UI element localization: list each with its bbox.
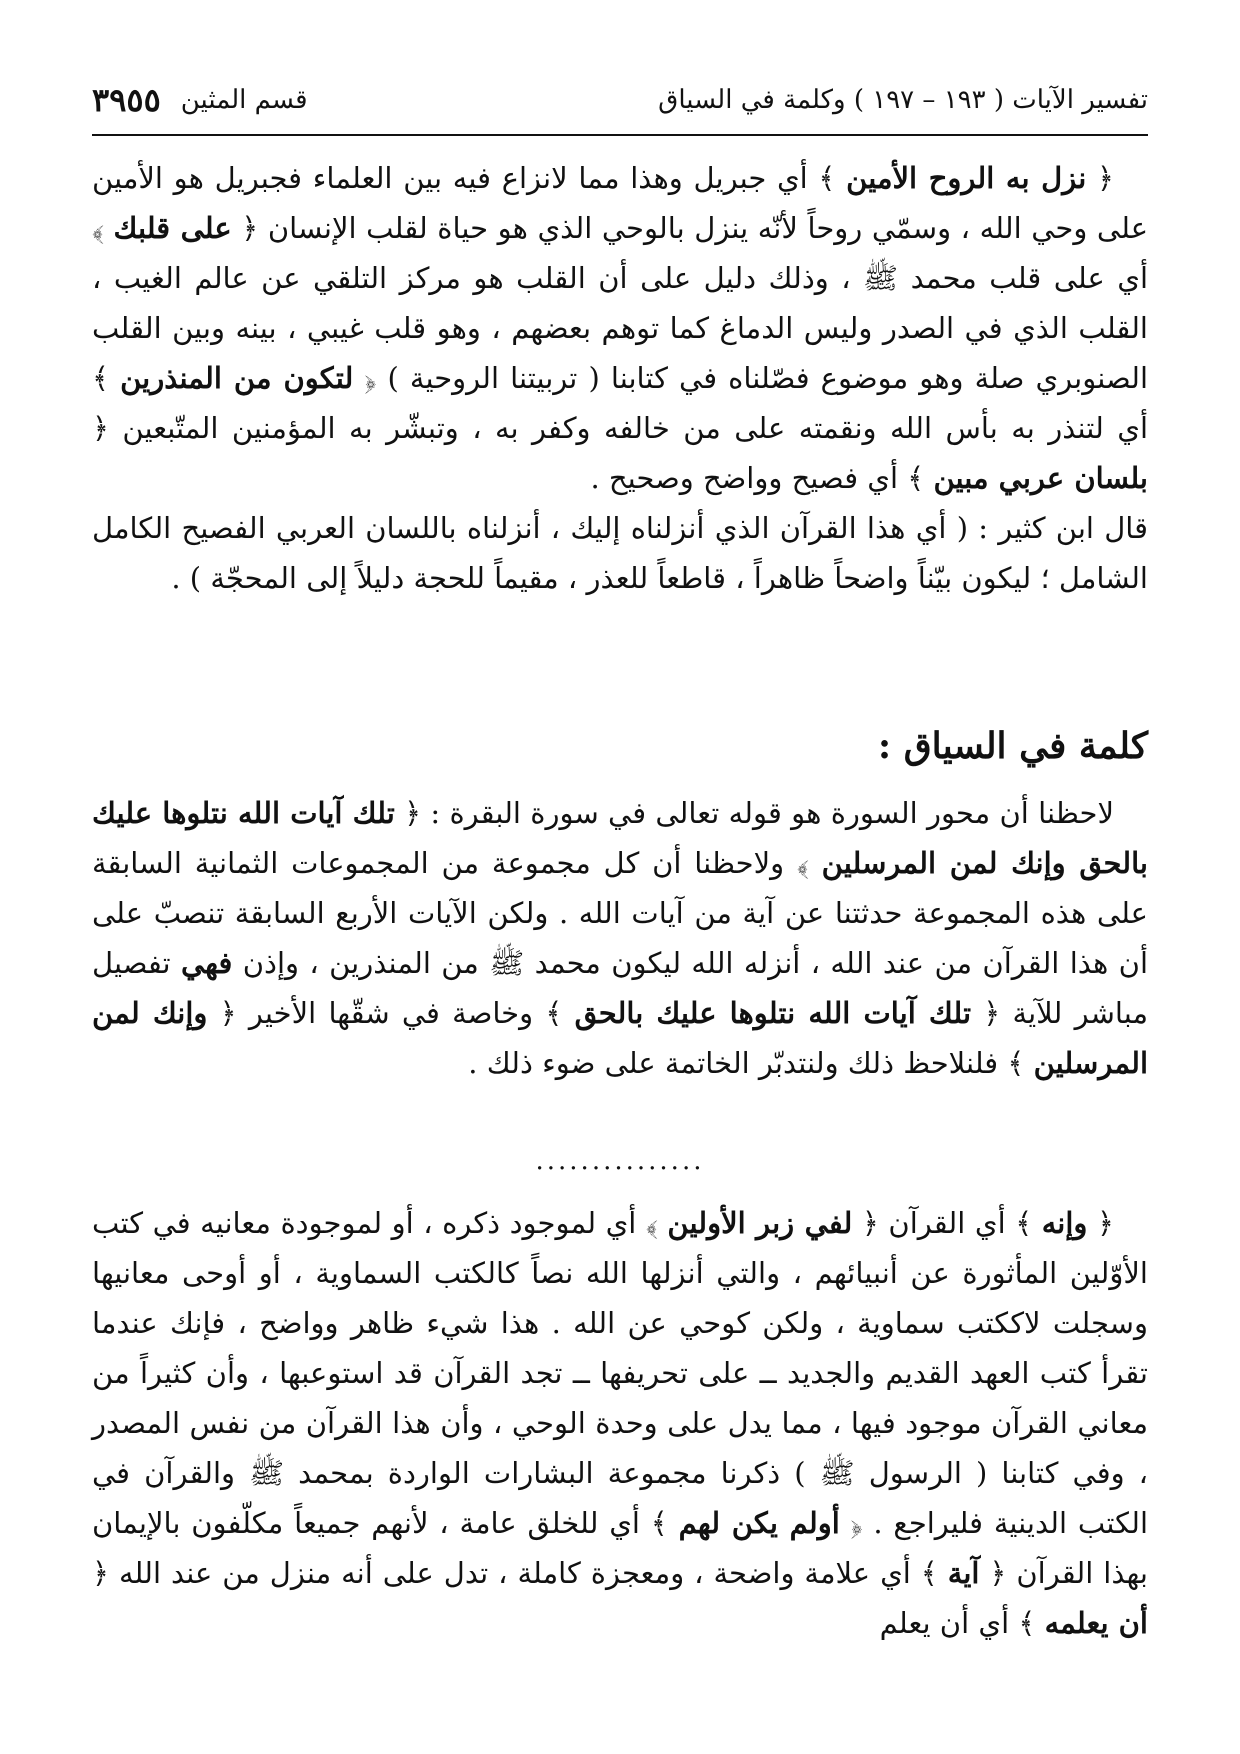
- ibn-kathir-quote-paragraph: قال ابن كثير : ( أي هذا القرآن الذي أنزلناه إليك ، أنزلناه باللسان العربي الفصيح الكامل الشامل ؛ ليكون بيّناً واضحاً ظاهراً ، قاطعاً للعذر ، مقيماً للحجة دليلاً إلى المحجّة ) .: [92, 511, 1148, 595]
- text-run: ﴾ أي أن يعلم: [879, 1606, 1045, 1640]
- header-title: تفسير الآيات ( ١٩٣ – ١٩٧ ) وكلمة في السياق: [658, 85, 1148, 115]
- commentary-section-2: [92, 1198, 1148, 1648]
- text-run: ﴾ أي للخلق عامة ، لأنهم جميعاً مكلّفون بالإيمان بهذا القرآن ﴿: [92, 1506, 1148, 1590]
- text-run: ﴿: [1086, 161, 1114, 195]
- context-section: [92, 788, 1148, 1088]
- verse-quote: وإنك لمن المرسلين: [92, 996, 1148, 1080]
- running-header: [92, 78, 1148, 122]
- text-run: ﴾ أي لتنذر به بأس الله ونقمته على من خالفه وكفر به ، وتبشّر به المؤمنين المتّبعين ﴿: [92, 361, 1148, 445]
- text-run: ﴾ فلنلاحظ ذلك ولنتدبّر الخاتمة على ضوء ذلك .: [468, 1046, 1034, 1080]
- verse-quote: على قلبك: [113, 211, 232, 245]
- commentary-paragraph: [92, 1198, 1148, 1648]
- text-run: ﴾ أي علامة واضحة ، ومعجزة كاملة ، تدل على أنه منزل من عند الله ﴿: [92, 1556, 948, 1590]
- text-run: ﴾ ولاحظنا أن كل مجموعة من المجموعات الثمانية السابقة على هذه المجموعة حدثتنا عن آية من آيات الله . ولكن الآيات الأربع السابقة تنصبّ على أن هذا القرآن من عند الله ، أنزله الله ليكون محمد ﷺ من المنذرين ، وإذن: [92, 846, 1148, 980]
- verse-quote: آية: [947, 1556, 980, 1590]
- text-run: لاحظنا أن محور السورة هو قوله تعالى في سورة البقرة : ﴿: [394, 796, 1114, 830]
- text-run: ﴾ أي القرآن ﴿: [852, 1206, 1042, 1240]
- verse-quote: تلك آيات الله نتلوها عليك بالحق: [574, 996, 972, 1030]
- verse-quote: بلسان عربي مبين: [933, 461, 1148, 495]
- text-run: تفصيل مباشر للآية ﴿: [92, 946, 1148, 1030]
- text-run: ﴾ أي لموجود ذكره ، أو لموجودة معانيه في كتب الأوّلين المأثورة عن أنبيائهم ، والتي أنزلها الله نصاً كالكتب السماوية ، أو أوحى معانيها وسجلت لاككتب سماوية ، ولكن كوحي عن الله . هذا شيء ظاهر وواضح ، فإنك عندما تقرأ كتب العهد القديم والجديد ــ على تحريفها ــ تجد القرآن قد استوعبها ، وأن كثيراً من معاني القرآن موجود فيها ، مما يدل على وحدة الوحي ، وأن هذا القرآن من نفس المصدر ، وفي كتابنا ( الرسول ﷺ ) ذكرنا مجموعة البشارات الواردة بمحمد ﷺ والقرآن في الكتب الدينية فليراجع . ﴿: [92, 1206, 1149, 1540]
- section-heading: كلمة في السياق :: [877, 725, 1148, 767]
- header-section-name: قسم المثين: [180, 85, 308, 115]
- commentary-section-1: [92, 153, 1148, 603]
- verse-quote: وإنه: [1041, 1206, 1088, 1240]
- verse-quote: لتكون من المنذرين: [120, 361, 354, 395]
- emphasis-word: فهي: [180, 946, 233, 980]
- verse-quote: لفي زبر الأولين: [667, 1206, 853, 1240]
- text-run: ﴾ أي على قلب محمد ﷺ ، وذلك دليل على أن القلب هو مركز التلقي عن عالم الغيب ، القلب الذي في الصدر وليس الدماغ كما توهم بعضهم ، وهو قلب غيبي ، بينه وبين القلب الصنوبري صلة وهو موضوع فصّلناه في كتابنا ( تربيتنا الروحية ) ﴿: [92, 211, 1149, 395]
- text-run: ﴾ أي فصيح وواضح وصحيح .: [590, 461, 934, 495]
- header-meta: [92, 81, 308, 119]
- text-run: ﴾ أي جبريل وهذا مما لانزاع فيه بين العلماء فجبريل هو الأمين على وحي الله ، وسمّي روحاً لأنّه ينزل بالوحي الذي هو حياة لقلب الإنسان ﴿: [92, 161, 1149, 245]
- verse-quote: تلك آيات الله نتلوها عليك بالحق وإنك لمن المرسلين: [92, 796, 1149, 880]
- commentary-paragraph: [92, 153, 1148, 503]
- verse-quote: أولم يكن لهم: [678, 1506, 840, 1540]
- verse-quote: نزل به الروح الأمين: [846, 161, 1087, 195]
- text-run: ﴾ وخاصة في شقّها الأخير ﴿: [207, 996, 575, 1030]
- context-paragraph: [92, 788, 1148, 1088]
- verse-quote: أن يعلمه: [1044, 1606, 1148, 1640]
- text-run: ﴿: [1087, 1206, 1114, 1240]
- header-divider: [92, 134, 1148, 136]
- page-number: ٣٩٥٥: [92, 81, 161, 119]
- dotted-separator: ...............: [535, 1146, 705, 1176]
